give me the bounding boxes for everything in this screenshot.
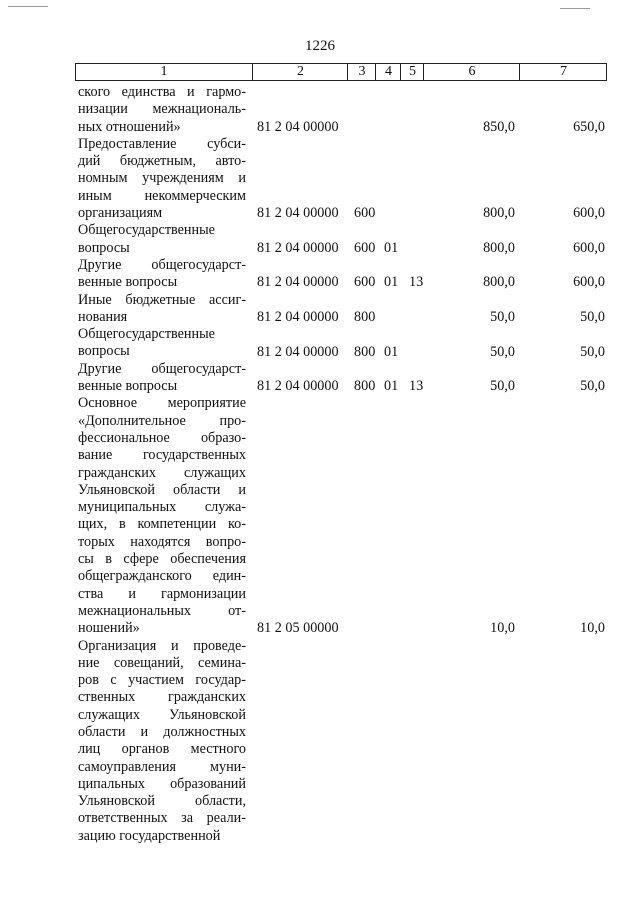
amount-year-2: 50,0: [580, 378, 605, 395]
amount-year-1: 800,0: [483, 205, 515, 222]
description-line: Ульяновской области,: [78, 793, 246, 810]
description-line: «Дополнительное про-: [78, 412, 246, 429]
target-article-code: 81 2 04 00000: [257, 239, 339, 256]
description-line: Иные бюджетные ассиг-: [78, 291, 246, 308]
description-line: иным некоммерческим: [78, 187, 246, 204]
target-article-code: 81 2 04 00000: [257, 378, 339, 395]
description-line: венные вопросы: [78, 274, 178, 291]
description-line: ственных гражданских: [78, 689, 246, 706]
target-article-code: 81 2 04 00000: [257, 274, 339, 291]
amount-year-2: 650,0: [573, 118, 605, 135]
table-row: [257, 378, 617, 395]
expense-type-code: 600: [354, 205, 376, 222]
description-column: [78, 84, 246, 845]
header-col-1: 1: [160, 64, 168, 79]
description-line: ответственных за реали-: [78, 810, 246, 827]
amount-year-2: 600,0: [573, 239, 605, 256]
description-line: лиц органов местного: [78, 741, 246, 758]
section-code: 01: [384, 378, 399, 395]
table-row: [257, 620, 617, 637]
header-col-6: 6: [423, 64, 520, 80]
description-line: сы в сфере обеспечения: [78, 551, 246, 568]
description-line: Предоставление субси-: [78, 135, 246, 152]
header-col-2: 2: [252, 64, 348, 80]
table-row: [257, 274, 617, 291]
amount-year-2: 10,0: [580, 620, 605, 637]
description-line: ношений»: [78, 620, 140, 637]
description-line: муниципальных служа-: [78, 499, 246, 516]
description-line: низации межнациональ-: [78, 101, 246, 118]
amount-year-1: 50,0: [490, 308, 515, 325]
expense-type-code: 800: [354, 308, 376, 325]
amount-year-1: 10,0: [490, 620, 515, 637]
table-header-row: [75, 63, 607, 81]
table-row: [257, 240, 617, 257]
description-line: Общегосударственные: [78, 326, 215, 343]
amount-year-2: 600,0: [573, 205, 605, 222]
description-line: Другие общегосударст-: [78, 256, 246, 273]
table-row: [257, 119, 617, 136]
target-article-code: 81 2 04 00000: [257, 343, 339, 360]
amount-year-1: 50,0: [490, 343, 515, 360]
description-line: ние совещаний, семина-: [78, 654, 246, 671]
description-line: области и должностных: [78, 723, 246, 740]
table-row: [257, 205, 617, 222]
header-col-4: 4: [375, 64, 401, 80]
target-article-code: 81 2 04 00000: [257, 118, 339, 135]
description-line: венные вопросы: [78, 378, 178, 395]
description-line: межнациональных от-: [78, 602, 246, 619]
description-line: ства и гармонизации: [78, 585, 246, 602]
table-row: [257, 344, 617, 361]
description-line: ров с участием государ-: [78, 672, 246, 689]
expense-type-code: 800: [354, 378, 376, 395]
section-code: 01: [384, 274, 399, 291]
expense-type-code: 800: [354, 343, 376, 360]
expense-type-code: 600: [354, 274, 376, 291]
target-article-code: 81 2 05 00000: [257, 620, 339, 637]
description-line: Организация и проведе-: [78, 637, 246, 654]
description-line: самоуправления муни-: [78, 758, 246, 775]
description-line: торых находятся вопро-: [78, 533, 246, 550]
description-line: организациям: [78, 205, 163, 222]
description-line: гражданских служащих: [78, 464, 246, 481]
amount-year-1: 800,0: [483, 274, 515, 291]
amount-year-2: 600,0: [573, 274, 605, 291]
amount-year-2: 50,0: [580, 308, 605, 325]
amount-year-2: 50,0: [580, 343, 605, 360]
description-line: ского единства и гармо-: [78, 84, 246, 100]
description-line: ципальных образований: [78, 775, 246, 792]
description-line: Другие общегосударст-: [78, 360, 246, 377]
description-line: Ульяновской области и: [78, 481, 246, 498]
description-line: вопросы: [78, 239, 130, 256]
section-code: 01: [384, 343, 399, 360]
subsection-code: 13: [409, 378, 424, 395]
header-col-5: 5: [400, 64, 424, 80]
amount-year-1: 850,0: [483, 118, 515, 135]
table-row: [257, 309, 617, 326]
section-code: 01: [384, 239, 399, 256]
description-line: дий бюджетным, авто-: [78, 153, 246, 170]
description-line: зацию государственной: [78, 827, 221, 844]
description-line: Общегосударственные: [78, 222, 215, 239]
amount-year-1: 800,0: [483, 239, 515, 256]
header-col-3: 3: [347, 64, 376, 80]
target-article-code: 81 2 04 00000: [257, 205, 339, 222]
description-line: вание государственных: [78, 447, 246, 464]
expense-type-code: 600: [354, 239, 376, 256]
description-line: нования: [78, 308, 128, 325]
description-line: Основное мероприятие: [78, 395, 246, 412]
description-line: общегражданского един-: [78, 568, 246, 585]
description-line: ных отношений»: [78, 118, 181, 135]
description-line: фессиональное образо-: [78, 429, 246, 446]
page-number: 1226: [305, 38, 335, 54]
description-line: номным учреждениям и: [78, 170, 246, 187]
description-line: щих, в компетенции ко-: [78, 516, 246, 533]
description-line: служащих Ульяновской: [78, 706, 246, 723]
target-article-code: 81 2 04 00000: [257, 308, 339, 325]
subsection-code: 13: [409, 274, 424, 291]
amount-year-1: 50,0: [490, 378, 515, 395]
description-line: вопросы: [78, 343, 130, 360]
header-col-7: 7: [519, 64, 607, 80]
